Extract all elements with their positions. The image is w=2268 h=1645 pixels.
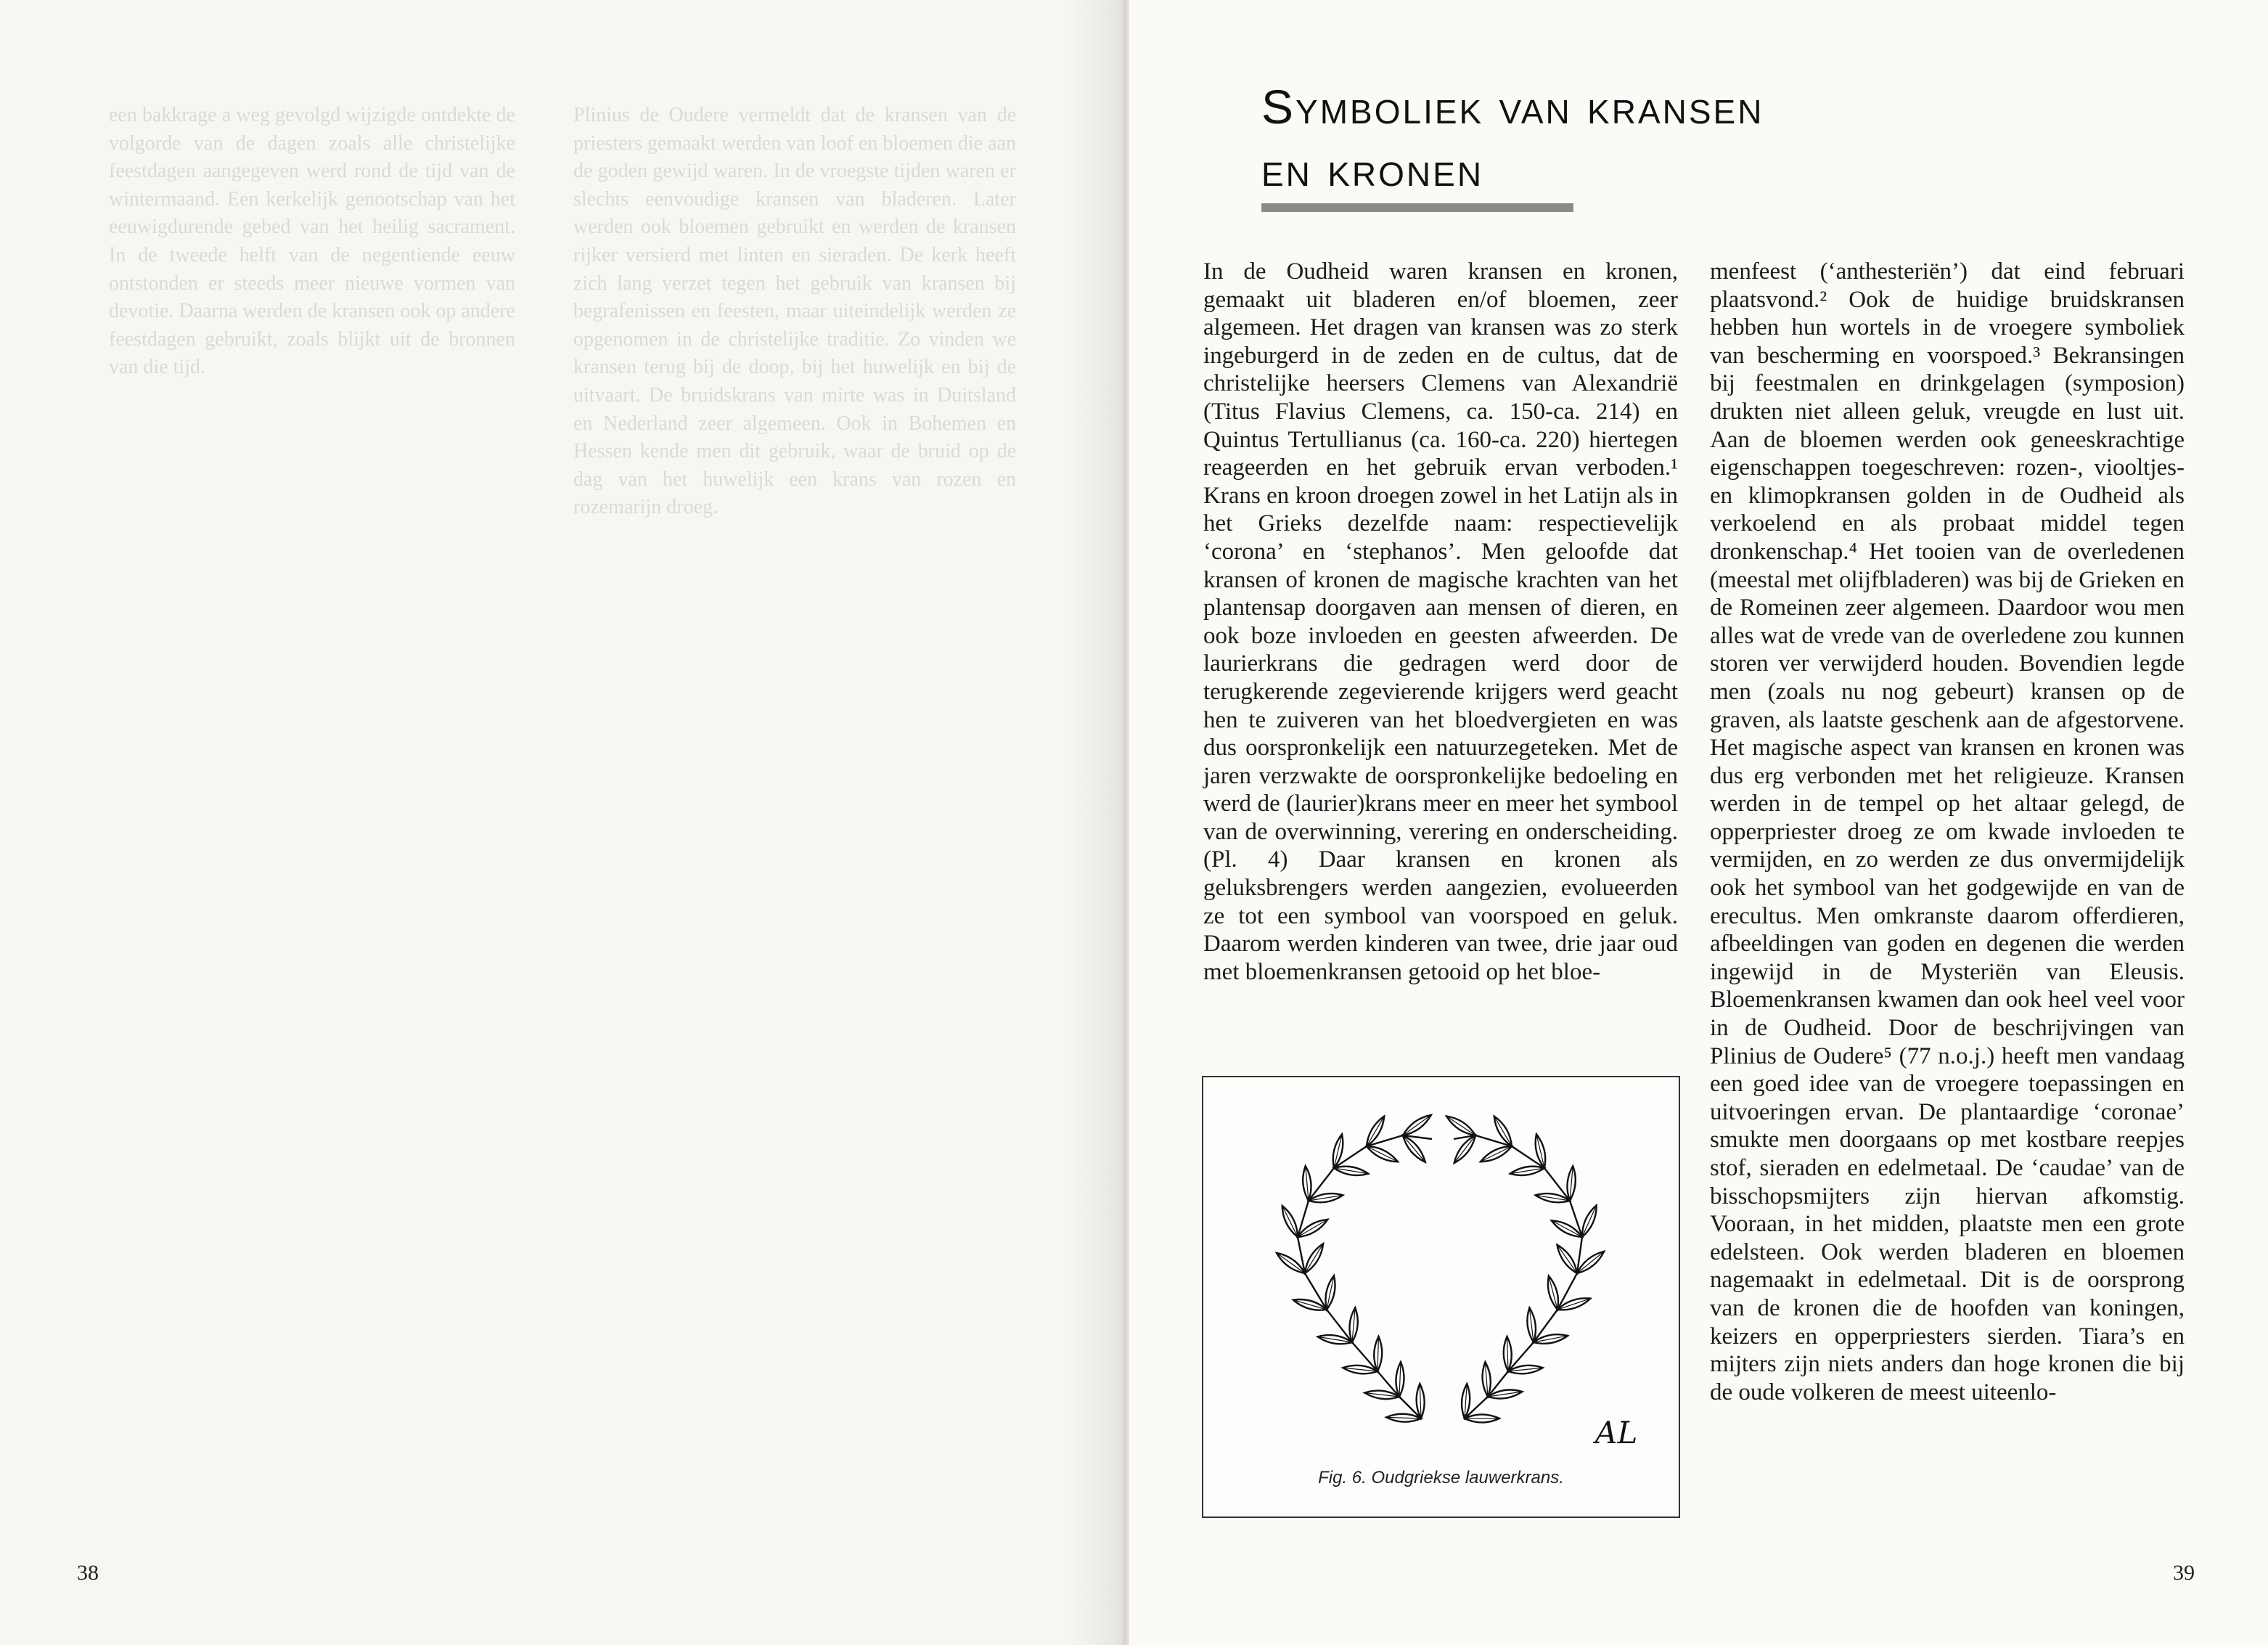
- show-through-paragraph: een bakkrage a weg gevolgd wijzigde ontdekte de volgorde van de dagen zoals alle christelijke feestdagen aangegeven werd rond de tijd van de wintermaand. Een kerkelijk genootschap van het eeuwigdurende gebed van het heilig sacrament. In de tweede helft van de negentiende eeuw ontstonden er steeds meer nieuwe vormen van devotie. Daarna werden de kransen ook op andere feestdagen gebruikt, zoals blijkt uit de bronnen van die tijd.: [109, 104, 515, 379]
- chapter-title-line-2: en kronen: [1261, 142, 1484, 196]
- artist-signature: AL: [1595, 1415, 1638, 1450]
- text-column-right: [1710, 258, 2185, 1406]
- text-column-left: [1203, 258, 1678, 986]
- left-page: [0, 0, 1123, 1645]
- laurel-wreath-icon: [1203, 1077, 1679, 1517]
- page-number-right: 39: [2173, 1561, 2195, 1585]
- figure-laurel-wreath: [1202, 1076, 1680, 1518]
- page-number-left: 38: [77, 1561, 99, 1585]
- figure-caption: Fig. 6. Oudgriekse lauwerkrans.: [1318, 1468, 1564, 1487]
- show-through-paragraph: Plinius de Oudere vermeldt dat de kransen van de priesters gemaakt werden van loof en bloemen die aan de goden gewijd waren. In de vroegste tijden waren er slechts eenvoudige kransen van bladeren. Later werden ook bloemen gebruikt en werden de kransen rijker versierd met linten en sieraden. De kerk heeft zich lang verzet tegen het gebruik van kransen bij begrafenissen en feesten, maar uiteindelijk werden ze opgenomen in de christelijke traditie. Zo vinden we kransen terug bij de doop, bij het huwelijk en bij de uitvaart. De bruidskrans van mirte was in Duitsland en Nederland zeer algemeen. Ook in Bohemen en Hessen kende men dit gebruik, waar de bruid op de dag van het huwelijk een krans van rozen en rozemarijn droeg.: [573, 104, 1016, 519]
- gutter-shadow: [1067, 0, 1132, 1645]
- chapter-title: [1261, 75, 1764, 200]
- chapter-title-line-1: Symboliek van kransen: [1261, 80, 1764, 134]
- show-through-text-column-1: [109, 102, 515, 382]
- title-underline: [1261, 203, 1573, 212]
- gutter-edge: [1123, 0, 1129, 1645]
- body-paragraph: In de Oudheid waren kransen en kronen, gemaakt uit bladeren en/of bloemen, zeer algemeen. Het dragen van kransen was zo sterk ingeburgerd in de zeden en de cultus, dat de christelijke heersers Clemens van Alexandrië (Titus Flavius Clemens, ca. 150-ca. 214) en Quintus Tertullianus (ca. 160-ca. 220) hiertegen reageerden en het gebruik ervan verboden.¹ Krans en kroon droegen zowel in het Latijn als in het Grieks dezelfde naam: respectievelijk ‘corona’ en ‘stephanos’. Men geloofde dat kransen of kronen de magische krachten van het plantensap doorgaven aan mensen of dieren, en ook boze invloeden en geesten afweerden. De laurierkrans die gedragen werd door de terugkerende zegevierende krijgers werd geacht hen te zuiveren van het bloedvergieten en was dus oorspronkelijk een natuurzegeteken. Met de jaren verzwakte de oorspronkelijke bedoeling en werd de (laurier)krans meer en meer het symbool van de overwinning, verering en onderscheiding. (Pl. 4) Daar kransen en kronen als geluksbrengers werden aangezien, evolueerden ze tot een symbool van voorspoed en geluk. Daarom werden kinderen van twee, drie jaar oud met bloemenkransen getooid op het bloe-: [1203, 258, 1678, 985]
- show-through-text-column-2: [573, 102, 1016, 522]
- body-paragraph: menfeest (‘anthesteriën’) dat eind februari plaatsvond.² Ook de huidige bruidskransen hebben hun wortels in de vroegere symboliek van bescherming en voorspoed.³ Bekransingen bij feestmalen en drinkgelagen (symposion) drukten niet alleen geluk, vreugde en lust uit. Aan de bloemen werden ook geneeskrachtige eigenschappen toegeschreven: rozen-, viooltjes- en klimopkransen golden in de Oudheid als verkoelend en als probaat middel tegen dronkenschap.⁴ Het tooien van de overledenen (meestal met olijfbladeren) was bij de Grieken en de Romeinen zeer algemeen. Daardoor wou men alles wat de vrede van de overledene zou kunnen storen ver verwijderd houden. Bovendien legde men (zoals nu nog gebeurt) kransen op de graven, als laatste geschenk aan de afgestorvene. Het magische aspect van kransen en kronen was dus erg verbonden met het religieuze. Kransen werden in de tempel op het altaar gelegd, de opperpriester droeg ze om kwade invloeden te vermijden, en zo werden ze dus onvermijdelijk ook het symbool van het godgewijde en van de erecultus. Men omkranste daarom offerdieren, afbeeldingen van goden en degenen die werden ingewijd in de Mysteriën van Eleusis. Bloemenkransen kwamen dan ook heel veel voor in de Oudheid. Door de beschrijvingen van Plinius de Oudere⁵ (77 n.o.j.) heeft men vandaag een goed idee van de vroegere toepassingen en uitvoeringen ervan. De plantaardige ‘coronae’ smukte men doorgaans op met kostbare reepjes stof, sieraden en edelmetaal. De ‘caudae’ van de bisschopsmijters zijn hiervan afkomstig. Vooraan, in het midden, plaatste men een grote edelsteen. Ook werden bladeren en bloemen nagemaakt in edelmetaal. Dit is de oorsprong van de kronen die de hoofden van koningen, keizers en opperpriesters sierden. Tiara’s en mijters zijn niets anders dan hoge kronen die bij de oude volkeren de meest uiteenlo-: [1710, 258, 2185, 1405]
